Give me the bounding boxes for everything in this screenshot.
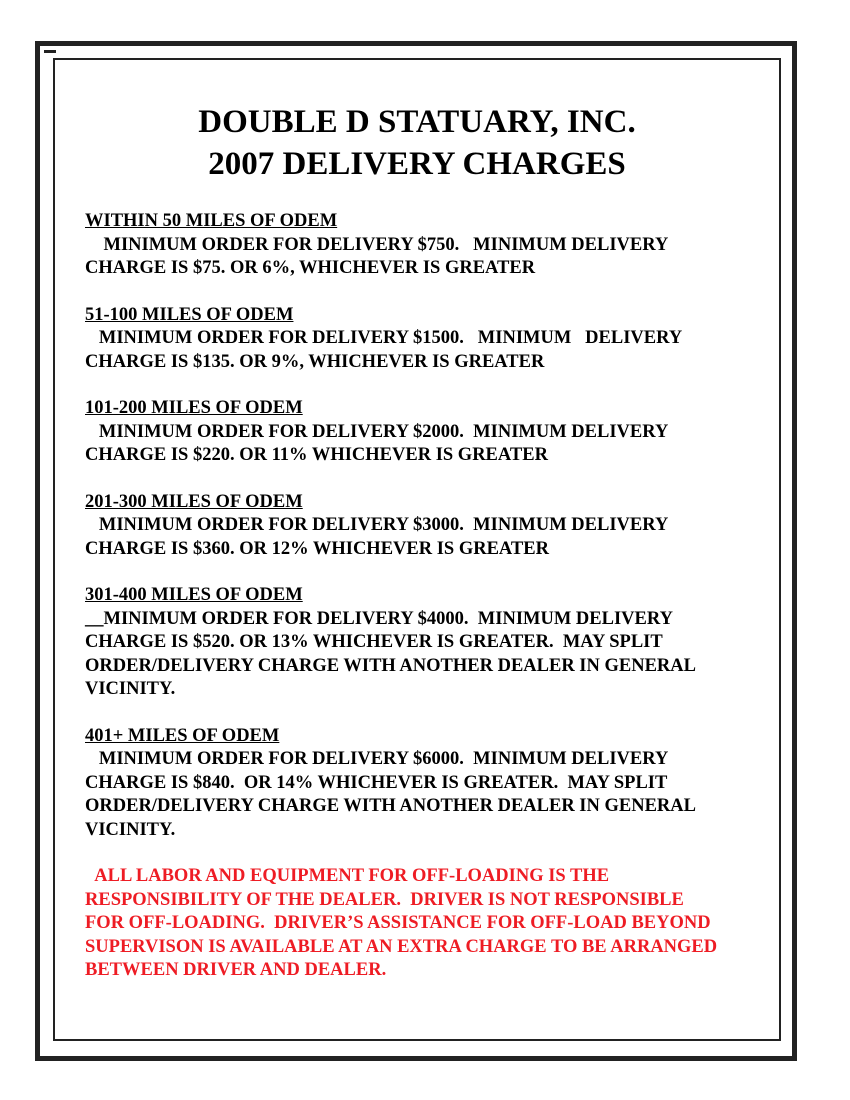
section-text: MINIMUM ORDER FOR DELIVERY $750. MINIMUM DELIVERY CHARGE IS $75. OR 6%, WHICHEVER IS GREATER xyxy=(85,234,669,278)
section-201-300 xyxy=(85,491,775,562)
section-heading: 301-400 MILES OF ODEM xyxy=(85,585,303,605)
section-heading: 51-100 MILES OF ODEM xyxy=(85,304,294,325)
section-51-100 xyxy=(85,304,775,375)
section-401-plus xyxy=(85,725,775,843)
section-heading: WITHIN 50 MILES OF ODEM xyxy=(85,211,338,231)
company-title: DOUBLE D STATUARY, INC. xyxy=(198,104,636,140)
section-text: MINIMUM ORDER FOR DELIVERY $6000. MINIMUM DELIVERY CHARGE IS $840. OR 14% WHICHEVER IS GREATER. MAY SPLIT ORDER/DELIVERY CHARGE WITH ANOTHER DEALER IN GENERAL VICINITY. xyxy=(85,749,696,840)
section-heading: 401+ MILES OF ODEM xyxy=(85,725,280,746)
section-text: MINIMUM ORDER FOR DELIVERY $3000. MINIMUM DELIVERY CHARGE IS $360. OR 12% WHICHEVER IS GREATER xyxy=(85,515,669,559)
section-101-200 xyxy=(85,397,775,468)
corner-mark xyxy=(44,50,56,53)
section-within-50 xyxy=(85,210,775,281)
section-text: MINIMUM ORDER FOR DELIVERY $2000. MINIMUM DELIVERY CHARGE IS $220. OR 11% WHICHEVER IS GREATER xyxy=(85,421,669,465)
section-text: MINIMUM ORDER FOR DELIVERY $1500. MINIMUM DELIVERY CHARGE IS $135. OR 9%, WHICHEVER IS GREATER xyxy=(85,328,683,372)
charges-content xyxy=(85,210,775,983)
section-heading: 101-200 MILES OF ODEM xyxy=(85,398,303,418)
document-title: 2007 DELIVERY CHARGES xyxy=(208,146,626,182)
off-loading-notice: ALL LABOR AND EQUIPMENT FOR OFF-LOADING IS THE RESPONSIBILITY OF THE DEALER. DRIVER IS NOT RESPONSIBLE FOR OFF-LOADING. DRIVER’S ASSISTANCE FOR OFF-LOAD BEYOND SUPERVISON IS AVAILABLE AT AN EXTRA CHARGE TO BE ARRANGED BETWEEN DRIVER AND DEALER. xyxy=(85,866,718,980)
section-text: __MINIMUM ORDER FOR DELIVERY $4000. MINIMUM DELIVERY CHARGE IS $520. OR 13% WHICHEVER IS GREATER. MAY SPLIT ORDER/DELIVERY CHARGE WITH ANOTHER DEALER IN GENERAL VICINITY. xyxy=(85,608,696,699)
section-301-400 xyxy=(85,584,775,702)
section-heading: 201-300 MILES OF ODEM xyxy=(85,491,303,512)
